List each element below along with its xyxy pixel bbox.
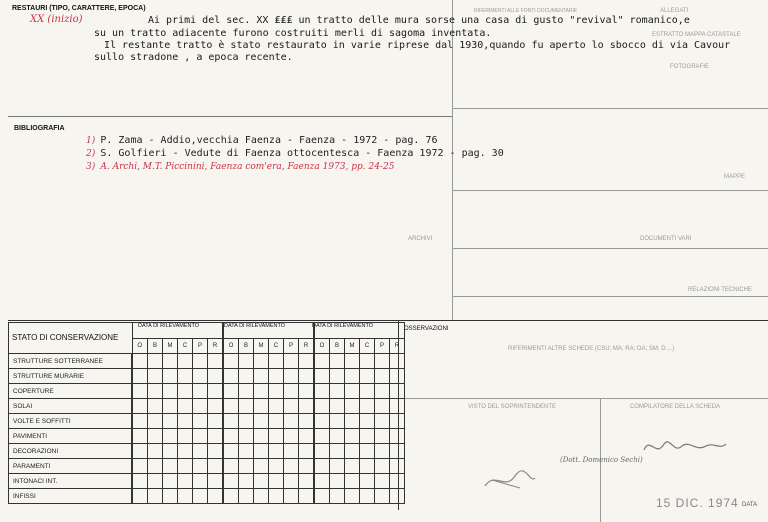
condition-cell[interactable] [330,384,345,399]
condition-cell[interactable] [178,489,193,504]
riferimenti-fonti-label: RIFERIMENTI ALLE FONTI DOCUMENTARIE [474,8,578,14]
bib-text-2: S. Golfieri - Vedute di Faenza ottocentesca - Faenza 1972 - pag. 30 [100,148,504,159]
condition-cell[interactable] [208,384,224,399]
condition-cell[interactable] [269,429,284,444]
condition-cell[interactable] [390,429,405,444]
condition-cell[interactable] [148,459,163,474]
condition-cell[interactable] [132,399,148,414]
col-C: C [269,339,284,354]
table-row [9,399,405,414]
condition-cell[interactable] [330,399,345,414]
col-P: P [375,339,390,354]
condition-cell[interactable] [360,459,375,474]
condition-cell[interactable] [178,354,193,369]
condition-cell[interactable] [254,369,269,384]
conservazione-table [8,322,405,504]
condition-cell[interactable] [193,384,208,399]
condition-cell[interactable] [223,489,239,504]
bib-num-2: 2) [86,149,96,159]
bib-num-3: 3) [86,162,96,172]
table-row [9,384,405,399]
condition-cell[interactable] [375,489,390,504]
condition-cell[interactable] [345,354,360,369]
condition-cell[interactable] [208,369,224,384]
condition-cell[interactable] [360,489,375,504]
condition-cell[interactable] [239,489,254,504]
col-C: C [360,339,375,354]
condition-cell[interactable] [314,384,330,399]
table-header-cols [9,339,405,354]
data-rilevamento-1: DATA DI RILEVAMENTO [138,323,200,329]
table-row [9,429,405,444]
bib-text-3: A. Archi, M.T. Piccinini, Faenza com'era, Faenza 1973, pp. 24-25 [100,162,395,172]
condition-cell[interactable] [193,414,208,429]
restauri-handwritten-note: XX (inizio) [30,14,83,25]
condition-cell[interactable] [239,354,254,369]
condition-cell[interactable] [208,444,224,459]
condition-cell[interactable] [360,414,375,429]
condition-cell[interactable] [254,429,269,444]
condition-cell[interactable] [163,474,178,489]
condition-cell[interactable] [375,414,390,429]
condition-cell[interactable] [254,489,269,504]
condition-cell[interactable] [360,474,375,489]
data-rilevamento-2: DATA DI RILEVAMENTO [224,323,286,329]
bibliografia-label: BIBLIOGRAFIA [14,125,65,132]
condition-cell[interactable] [345,414,360,429]
condition-cell[interactable] [284,459,299,474]
condition-cell[interactable] [269,414,284,429]
condition-cell[interactable] [345,489,360,504]
condition-cell[interactable] [163,429,178,444]
condition-cell[interactable] [163,384,178,399]
condition-cell[interactable] [163,399,178,414]
condition-cell[interactable] [239,429,254,444]
condition-cell[interactable] [299,384,315,399]
row-label: INFISSI [9,489,133,504]
table-row [9,459,405,474]
condition-cell[interactable] [223,384,239,399]
condition-cell[interactable] [330,369,345,384]
condition-cell[interactable] [375,384,390,399]
condition-cell[interactable] [390,474,405,489]
condition-cell[interactable] [148,399,163,414]
condition-cell[interactable] [254,474,269,489]
date-stamp: 15 DIC. 1974 [656,496,739,510]
col-M: M [345,339,360,354]
condition-cell[interactable] [299,399,315,414]
condition-cell[interactable] [132,489,148,504]
condition-cell[interactable] [345,369,360,384]
condition-cell[interactable] [314,354,330,369]
condition-cell[interactable] [390,369,405,384]
condition-cell[interactable] [299,459,315,474]
condition-cell[interactable] [269,369,284,384]
col-R: R [390,339,405,354]
rule [452,296,768,297]
condition-cell[interactable] [360,399,375,414]
condition-cell[interactable] [239,384,254,399]
condition-cell[interactable] [239,444,254,459]
condition-cell[interactable] [375,459,390,474]
col-M: M [254,339,269,354]
condition-cell[interactable] [360,369,375,384]
condition-cell[interactable] [375,429,390,444]
condition-cell[interactable] [178,444,193,459]
table-row [9,369,405,384]
group-1 [132,323,223,339]
col-B: B [330,339,345,354]
condition-cell[interactable] [269,444,284,459]
table-corner-lower [9,339,133,354]
condition-cell[interactable] [284,399,299,414]
col-R: R [299,339,315,354]
condition-cell[interactable] [345,429,360,444]
bib-item-2 [86,141,504,159]
condition-cell[interactable] [390,354,405,369]
condition-cell[interactable] [163,354,178,369]
condition-cell[interactable] [269,474,284,489]
col-P: P [193,339,208,354]
condition-cell[interactable] [239,414,254,429]
condition-cell[interactable] [375,474,390,489]
condition-cell[interactable] [193,474,208,489]
row-label: VOLTE E SOFFITTI [9,414,133,429]
condition-cell[interactable] [345,474,360,489]
condition-cell[interactable] [284,429,299,444]
col-B: B [239,339,254,354]
condition-cell[interactable] [345,384,360,399]
bibliografia-list [86,128,504,172]
rule [452,190,768,191]
condition-cell[interactable] [284,354,299,369]
condition-cell[interactable] [193,369,208,384]
bib-item-1 [86,128,504,146]
rule [390,398,768,399]
estratto-label: ESTRATTO MAPPA CATASTALE [652,32,741,38]
condition-cell[interactable] [345,459,360,474]
table-row [9,354,405,369]
row-label: PAVIMENTI [9,429,133,444]
condition-cell[interactable] [208,429,224,444]
condition-cell[interactable] [330,414,345,429]
mappe-label: MAPPE [724,174,746,180]
condition-cell[interactable] [284,369,299,384]
condition-cell[interactable] [314,399,330,414]
condition-cell[interactable] [254,414,269,429]
compilatore-label: COMPILATORE DELLA SCHEDA [630,404,721,410]
condition-cell[interactable] [148,369,163,384]
condition-cell[interactable] [223,414,239,429]
condition-cell[interactable] [178,384,193,399]
condition-cell[interactable] [314,459,330,474]
condition-cell[interactable] [178,369,193,384]
condition-cell[interactable] [132,369,148,384]
condition-cell[interactable] [390,399,405,414]
condition-cell[interactable] [254,459,269,474]
data-label: DATA [742,502,758,508]
condition-cell[interactable] [208,459,224,474]
bib-text-1: P. Zama - Addio,vecchia Faenza - Faenza - 1972 - pag. 76 [100,135,438,146]
condition-cell[interactable] [284,414,299,429]
condition-cell[interactable] [208,474,224,489]
condition-cell[interactable] [239,459,254,474]
condition-cell[interactable] [269,489,284,504]
condition-cell[interactable] [360,444,375,459]
relazioni-label: RELAZIONI TECNICHE [688,287,752,293]
condition-cell[interactable] [284,489,299,504]
condition-cell[interactable] [132,429,148,444]
condition-cell[interactable] [390,489,405,504]
condition-cell[interactable] [375,369,390,384]
condition-cell[interactable] [239,369,254,384]
condition-cell[interactable] [375,354,390,369]
visto-label: VISTO DEL SOPRINTENDENTE [468,404,557,410]
condition-cell[interactable] [223,474,239,489]
condition-cell[interactable] [314,444,330,459]
condition-cell[interactable] [299,474,315,489]
condition-cell[interactable] [163,444,178,459]
condition-cell[interactable] [314,489,330,504]
condition-cell[interactable] [330,459,345,474]
condition-cell[interactable] [330,474,345,489]
condition-cell[interactable] [223,444,239,459]
condition-cell[interactable] [360,354,375,369]
bib-item-3 [86,154,504,172]
condition-cell[interactable] [163,459,178,474]
condition-cell[interactable] [269,384,284,399]
condition-cell[interactable] [178,474,193,489]
condition-cell[interactable] [193,399,208,414]
condition-cell[interactable] [132,459,148,474]
data-rilevamento-3: DATA DI RILEVAMENTO [312,323,374,329]
col-P: P [284,339,299,354]
condition-cell[interactable] [132,474,148,489]
conservazione-title: STATO DI CONSERVAZIONE [12,333,119,342]
condition-cell[interactable] [193,429,208,444]
condition-cell[interactable] [390,444,405,459]
row-label: COPERTURE [9,384,133,399]
col-R: R [208,339,224,354]
condition-cell[interactable] [314,474,330,489]
bib-num-1: 1) [86,136,96,146]
soprintendente-signature-icon [480,466,540,494]
col-O: O [132,339,148,354]
condition-cell[interactable] [132,354,148,369]
condition-cell[interactable] [208,414,224,429]
condition-cell[interactable] [254,444,269,459]
condition-cell[interactable] [193,459,208,474]
condition-cell[interactable] [178,459,193,474]
table-row [9,414,405,429]
condition-cell[interactable] [239,399,254,414]
condition-cell[interactable] [360,429,375,444]
condition-cell[interactable] [269,399,284,414]
condition-cell[interactable] [193,444,208,459]
condition-cell[interactable] [163,489,178,504]
condition-cell[interactable] [223,354,239,369]
col-M: M [163,339,178,354]
condition-cell[interactable] [132,444,148,459]
condition-cell[interactable] [223,399,239,414]
group-3 [314,323,405,339]
condition-cell[interactable] [375,399,390,414]
condition-cell[interactable] [284,474,299,489]
row-label: PARAMENTI [9,459,133,474]
condition-cell[interactable] [193,489,208,504]
table-row [9,474,405,489]
table-row [9,444,405,459]
restauri-label: RESTAURI (TIPO, CARATTERE, EPOCA) [12,5,146,12]
condition-cell[interactable] [299,414,315,429]
documenti-label: DOCUMENTI VARI [640,236,692,242]
condition-cell[interactable] [148,354,163,369]
condition-cell[interactable] [375,444,390,459]
condition-cell[interactable] [314,429,330,444]
table-row [9,489,405,504]
row-label: STRUTTURE MURARIE [9,369,133,384]
condition-cell[interactable] [148,489,163,504]
condition-cell[interactable] [345,399,360,414]
condition-cell[interactable] [330,354,345,369]
condition-cell[interactable] [299,489,315,504]
condition-cell[interactable] [269,354,284,369]
condition-cell[interactable] [163,414,178,429]
osservazioni-label: OSSERVAZIONI [404,326,449,332]
condition-cell[interactable] [163,369,178,384]
conservazione-rows [9,354,405,504]
condition-cell[interactable] [178,399,193,414]
condition-cell[interactable] [299,369,315,384]
condition-cell[interactable] [254,399,269,414]
rule [452,108,768,109]
fotografie-label: FOTOGRAFIE [670,64,709,70]
condition-cell[interactable] [223,429,239,444]
condition-cell[interactable] [208,489,224,504]
restauri-line-2: su un tratto adiacente furono costruiti merli di sagoma inventata. [94,28,492,39]
soprintendente-name: (Dott. Domenico Sechi) [560,456,643,464]
condition-cell[interactable] [390,384,405,399]
condition-cell[interactable] [330,444,345,459]
rule [452,248,768,249]
condition-cell[interactable] [208,354,224,369]
condition-cell[interactable] [148,414,163,429]
archivi-label: ARCHIVI [408,236,433,242]
condition-cell[interactable] [284,444,299,459]
condition-cell[interactable] [178,414,193,429]
condition-cell[interactable] [239,474,254,489]
row-label: STRUTTURE SOTTERRANEE [9,354,133,369]
condition-cell[interactable] [132,384,148,399]
condition-cell[interactable] [208,399,224,414]
condition-cell[interactable] [314,414,330,429]
restauri-line-1: Ai primi del sec. XX ₤₤₤ un tratto delle mura sorse una casa di gusto "revival" romanico,e [148,15,690,26]
condition-cell[interactable] [148,444,163,459]
condition-cell[interactable] [299,429,315,444]
restauri-line-3: Il restante tratto è stato restaurato in varie riprese dal 1930,quando fu aperto lo sbocco di via Cavour [104,40,731,51]
condition-cell[interactable] [223,369,239,384]
condition-cell[interactable] [390,414,405,429]
condition-cell[interactable] [223,459,239,474]
condition-cell[interactable] [254,384,269,399]
table-corner [9,323,133,339]
condition-cell[interactable] [314,369,330,384]
condition-cell[interactable] [345,444,360,459]
allegati-label: ALLEGATI [660,8,689,14]
riferimenti-label: RIFERIMENTI ALTRE SCHEDE (CSU; MA; RA; OA; SM; D....) [508,346,675,352]
col-O: O [223,339,239,354]
col-C: C [178,339,193,354]
conservazione-top-rule [8,320,768,321]
condition-cell[interactable] [148,474,163,489]
row-label: SOLAI [9,399,133,414]
condition-cell[interactable] [360,384,375,399]
compilatore-signature-icon [640,432,730,462]
col-O: O [314,339,330,354]
condition-cell[interactable] [299,444,315,459]
condition-cell[interactable] [299,354,315,369]
condition-cell[interactable] [390,459,405,474]
condition-cell[interactable] [148,429,163,444]
row-label: DECORAZIONI [9,444,133,459]
condition-cell[interactable] [269,459,284,474]
condition-cell[interactable] [254,354,269,369]
restauri-line-4: sullo stradone , a epoca recente. [94,52,293,63]
table-header-top [9,323,405,339]
condition-cell[interactable] [330,429,345,444]
condition-cell[interactable] [148,384,163,399]
condition-cell[interactable] [132,414,148,429]
condition-cell[interactable] [330,489,345,504]
col-B: B [148,339,163,354]
group-2 [223,323,314,339]
condition-cell[interactable] [178,429,193,444]
condition-cell[interactable] [193,354,208,369]
section-rule [8,116,452,117]
row-label: INTONACI INT. [9,474,133,489]
condition-cell[interactable] [284,384,299,399]
